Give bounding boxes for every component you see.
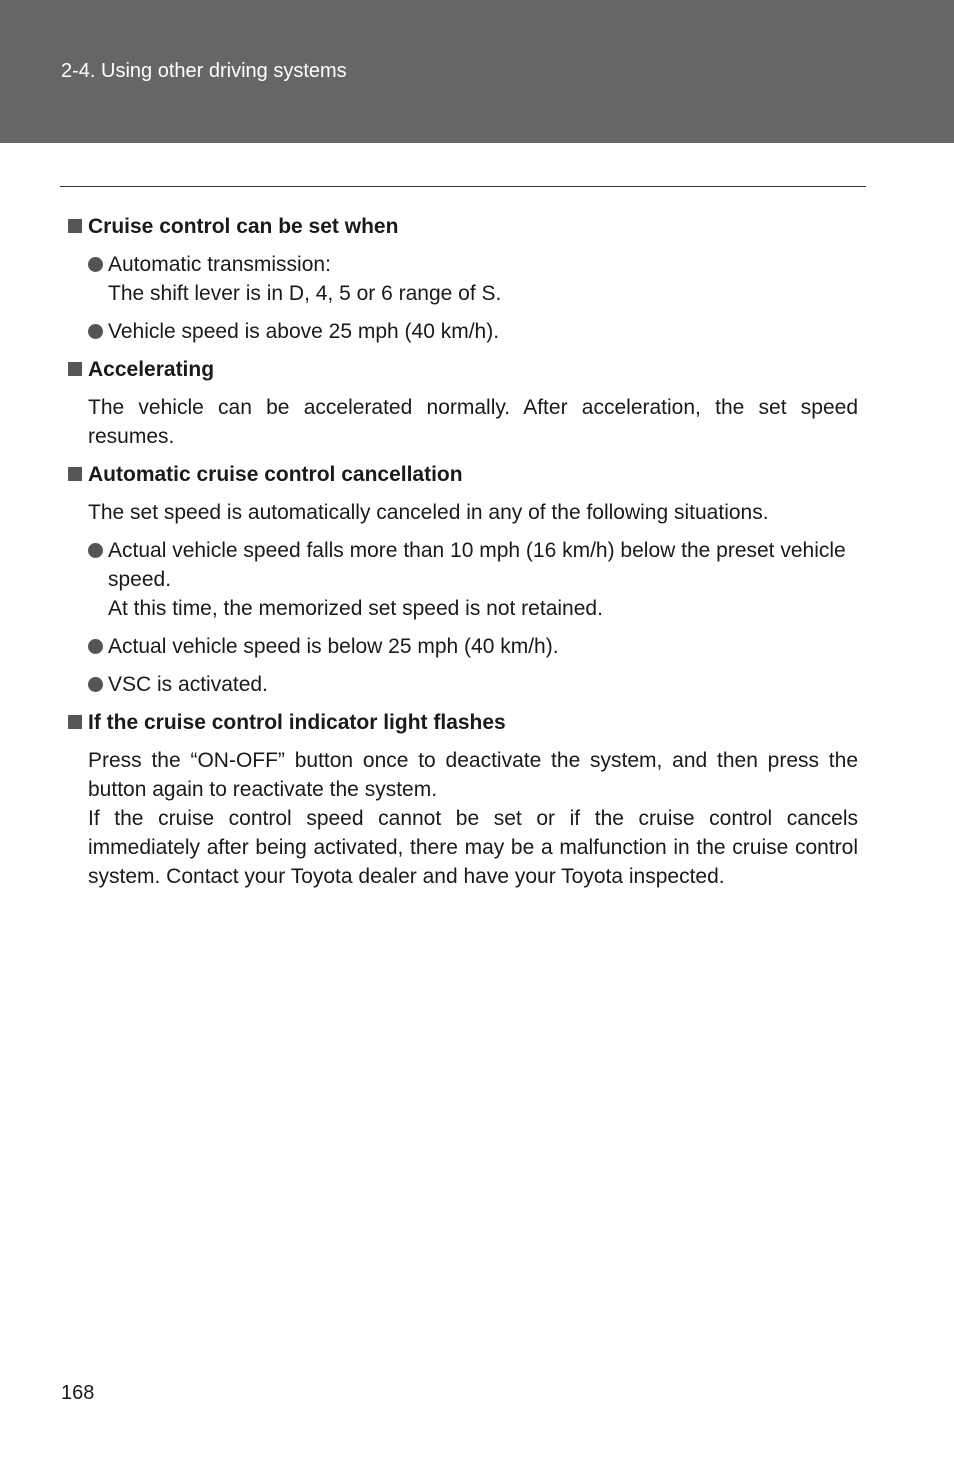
paragraph	[88, 746, 858, 891]
section-heading	[68, 355, 858, 384]
divider	[60, 186, 866, 187]
page-header	[0, 0, 954, 143]
list-item-text: Automatic transmission:	[108, 253, 331, 276]
page-number: 168	[61, 1382, 95, 1404]
circle-bullet-icon	[88, 639, 103, 654]
square-bullet-icon	[68, 715, 82, 729]
heading-text: Accelerating	[88, 358, 215, 381]
square-bullet-icon	[68, 467, 82, 481]
list-item-text: Vehicle speed is above 25 mph (40 km/h).	[108, 320, 500, 343]
circle-bullet-icon	[88, 543, 103, 558]
list-item	[88, 670, 858, 699]
list-item-text: Actual vehicle speed falls more than 10 mph (16 km/h) below the preset vehicle speed.	[108, 539, 846, 591]
list-item	[88, 632, 858, 661]
circle-bullet-icon	[88, 677, 103, 692]
paragraph-text: Press the “ON-OFF” button once to deactivate the system, and then press the button again to reactivate the system.	[88, 749, 858, 801]
list-item	[88, 317, 858, 346]
section-heading	[68, 460, 858, 489]
list-item	[88, 536, 858, 623]
section-heading	[68, 708, 858, 737]
list-item-text: Actual vehicle speed is below 25 mph (40 km/h).	[108, 635, 559, 658]
section-heading	[68, 212, 858, 241]
paragraph-text: If the cruise control speed cannot be set or if the cruise control cancels immediately after being activated, there may be a malfunction in the cruise control system. Contact your Toyota dealer and have your Toyota inspected.	[88, 807, 858, 888]
heading-text: If the cruise control indicator light flashes	[88, 711, 506, 734]
square-bullet-icon	[68, 362, 82, 376]
heading-text: Cruise control can be set when	[88, 215, 399, 238]
paragraph: The vehicle can be accelerated normally. After acceleration, the set speed resumes.	[88, 396, 858, 448]
list-item-text: The shift lever is in D, 4, 5 or 6 range of S.	[108, 282, 502, 305]
paragraph: The set speed is automatically canceled in any of the following situations.	[88, 501, 769, 524]
circle-bullet-icon	[88, 324, 103, 339]
circle-bullet-icon	[88, 257, 103, 272]
section-title: 2-4. Using other driving systems	[61, 60, 347, 82]
square-bullet-icon	[68, 219, 82, 233]
list-item	[88, 250, 858, 308]
page-content	[68, 212, 858, 900]
list-item-text: At this time, the memorized set speed is not retained.	[108, 597, 603, 620]
list-item-text: VSC is activated.	[108, 673, 268, 696]
heading-text: Automatic cruise control cancellation	[88, 463, 463, 486]
